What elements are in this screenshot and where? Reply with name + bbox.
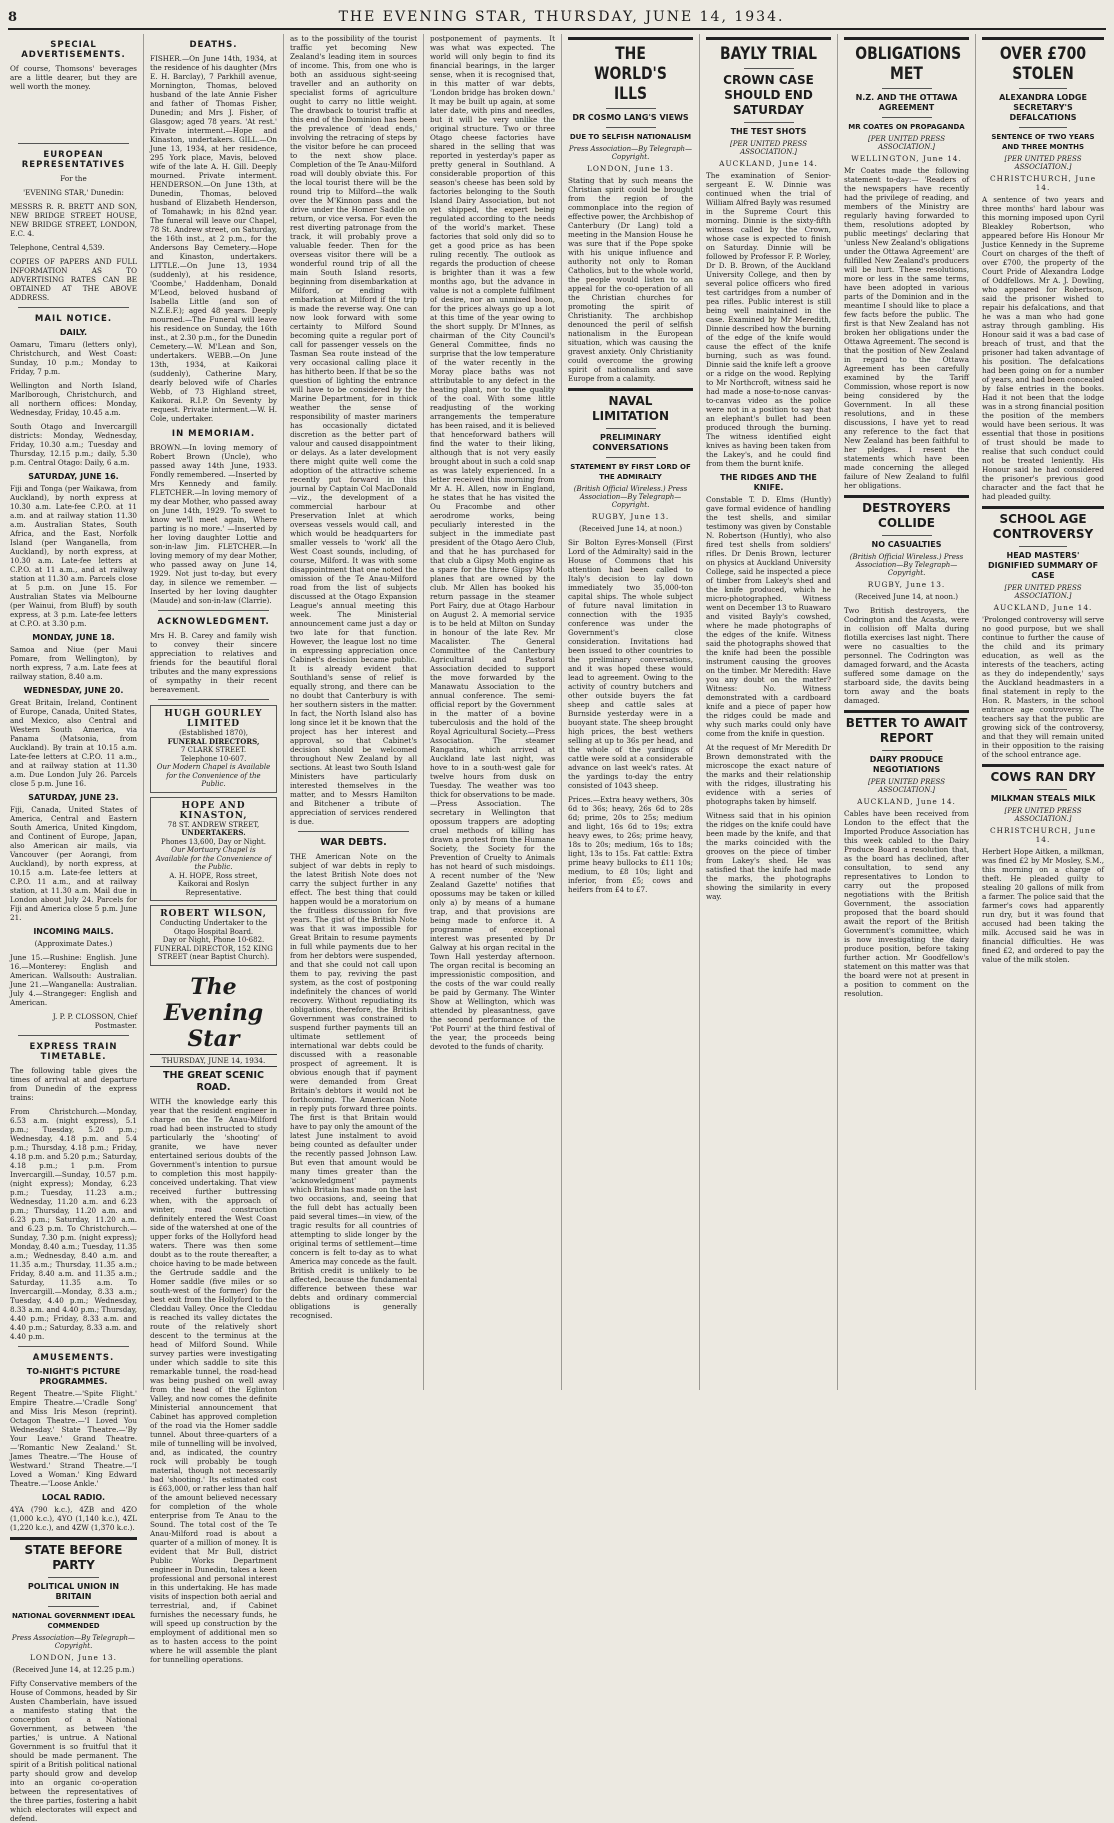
over-700-stolen-text: A sentence of two years and three months' hard labour was this morning imposed upon Cyril Bleakley Robertson, who appeared before His Honour Mr Justice Kennedy in the Supreme Court on charges of the theft of over £700, the property of the Court Pride of Alexandra Lodge of Oddfellows. Mr A. J. Dowling, who appeared for Robertson, said the prisoner wished to repair his defalcations, and that he was a man who had gone astray through gambling. His Honour said it was a bad case of breach of trust, and that the prisoner had taken advantage of his position. The defalcations had been going on for a number of years, and had been concealed by false entries in the books. Had it not been that the lodge was in a strong financial position the position of the members would have been serious. It was essential that those in positions of trust should be made to realise that such conduct could not be treated leniently. His Honour said he had considered the prisoner's previous good character and the fact that he had pleaded guilty. [982,195,1104,501]
european-reps-paper: 'EVENING STAR,' Dunedin: [23,188,124,197]
school-age-dateline: AUCKLAND, June 14. [993,603,1093,612]
await-report-dateline: AUCKLAND, June 14. [857,797,956,806]
await-report-text: Cables have been received from London to the effect that the Imported Produce Association has this week cabled to the Dairy Produce Board a resolution that, as the board has declined, after consultation, to send any representatives to London to carry out the proposed negotiations with the British Government, the association proposed that the board should await the report of the British Government's committee, which is now investigating the dairy produce position, before taking further action. Mr Goodfellow's statement on this matter was that the board were not at present in a position to comment on the resolution. [844,809,969,998]
naval-limitation-received: (Received June 14, at noon.) [578,524,683,533]
destroyers-collide-headline: DESTROYERS COLLIDE [862,501,951,530]
local-radio-text: 4YA (790 k.c.), 4ZB and 4ZO (1,000 k.c.), 4YO (1,140 k.c.), 4ZL (1,220 k.c.), and 4ZW (1,370 k.c.). [10,1505,137,1532]
amusements-heading: AMUSEMENTS. [32,1353,115,1363]
naval-limitation-deck: STATEMENT BY FIRST LORD OF THE ADMIRALTY [570,463,691,481]
school-age-text: 'Prolonged controversy will serve no good purpose, but we shall continue to further the cause of the child and its primary education, as well as the interests of the teachers, acting as they do independently,' says the Auckland headmasters in a final statement in reply to the Hon. R. Masters, in the school entrance age controversy. The teachers say that the public are growing sick of the controversy, and that they will remain united in their opposition to the raising of the school entrance age. [982,615,1105,759]
column-1 [4,34,144,1823]
funeral-ad-hope-kinaston: HOPE AND KINASTON, 78 ST. ANDREW STREET, UNDERTAKERS. Phones 13,600, Day or Night. Our Mortuary Chapel is Available for the Convenience of the Public. A. H. HOPE, Ross street, Kaikorai and Roslyn Representative. [150,797,277,902]
obligations-met-text: Mr Coates made the following statement to-day:— 'Readers of the newspapers have recently had the privilege of reading, and members of the Ministry are regularly having forwarded to them, resolutions adopted by public meetings' declaring that 'unless New Zealand's obligations under the Ottawa Agreement' are fulfilled New Zealand's producers will be hurt. These resolutions, more or less in the same terms, have been adopted in various parts of the Dominion and in the meantime I should like to place a few facts before the public. The first is that New Zealand has not broken her obligations under the Ottawa Agreement. The second is that the position of New Zealand in regard to the Ottawa Agreement has been carefully examined by the Tariff Commission, whose report is now being considered by the Government. In all these resolutions, and in these discussions, I have yet to read any reference to the fact that New Zealand has been faithful to her pledges. I resent the statements which have been made concerning the alleged failure of New Zealand to fulfil her obligations. [844,166,969,490]
await-report-byline: [PER UNITED PRESS ASSOCIATION.] [867,778,945,794]
acknowledgment-heading: ACKNOWLEDGMENT. [157,617,270,627]
mail-text-2: Wellington and North Island, Marlborough, Christchurch, and all northern offices: Monday, Wednesday, Friday, 10.45 a.m. [10,381,137,417]
column-4 [424,34,562,1390]
over-700-stolen-byline: [PER UNITED PRESS ASSOCIATION.] [1004,155,1082,171]
state-before-party-text: Fifty Conservative members of the House of Commons, headed by Sir Austen Chamberlain, have issued a manifesto stating that the conception of a National Government, as between 'the parties,' is untrue. A National Government is so fruitful that it should be made permanent. The spirit of a British political national party should grow and develop into an organic co-operation between the representatives of the three parties, fostering a habit which electorates will expect and defend. [10,1679,137,1823]
mail-text-1: Oamaru, Timaru (letters only), Christchurch, and West Coast: Sunday, 10 p.m.; Monday to Friday, 7 p.m. [10,340,137,376]
european-reps-for: For the [60,174,87,183]
state-before-party-headline: STATE BEFORE PARTY [24,1543,123,1572]
special-ads-heading: SPECIAL ADVERTISEMENTS. [21,40,126,60]
gourley-name: HUGH GOURLEY LIMITED [164,709,263,729]
naval-limitation-headline: NAVAL LIMITATION [591,394,670,423]
page-number: 8 [8,9,18,25]
bayly-trial-dateline: AUCKLAND, June 14. [719,159,818,168]
bayly-trial-byline: [PER UNITED PRESS ASSOCIATION.] [729,140,807,156]
bayly-trial-deck: THE TEST SHOTS [730,127,807,136]
worlds-ills-deck: DUE TO SELFISH NATIONALISM [569,133,692,141]
newspaper-flag-date: THURSDAY, JUNE 14, 1934. [150,1054,277,1067]
bayly-trial-text: The examination of Senior-sergeant E. W. Dinnie was continued when the trial of William Alfred Bayly was resumed in the Supreme Court this morning. Dinnie is the sixty-fifth witness called by the Crown, whose case is expected to finish on Saturday. Dinnie will be followed by Professor F. P. Worley, Dr D. B. Brown, of the Auckland University College, and then by several police officers who fired test cartridges from a number of pea rifles. Public interest is still being well maintained in the case. Examined by Mr Meredith, Dinnie described how the burning of the edge of the knife would cause the effect of the knife burning, such as was found. Dinnie said the knife left a groove or a ridge on the wood. Replying to Mr Northcroft, witness said he had made a nose-to-nose canvas-to-canvas video as the police were not in a position to say that an elephant's bullet had been produced through the burning. The witness identified eight knives as having been taken from the Lakey's, and he could find from them the burnt knife. [706,171,831,468]
masthead [8,6,1106,30]
ridges-knife-text: Constable T. D. Elms (Huntly) gave formal evidence of handling the test shells, and similar testimony was given by Constable N. Robertson (Huntly), who also fired test shells from soldiers' rifles. Dr Denis Brown, lecturer on physics at Auckland University College, said he inspected a piece of timber from Lakey's shed and the knife produced, which he micro-photographed. Witness went on December 13 to Ruawaro and visited Bayly's cowshed, where he made photographs of the edges of the knife. Witness said the photographs showed that the knife had been the possible instrument causing the grooves on the timber. Mr Meredith: Have you any doubt on the matter? Witness: No. Witness demonstrated with a cardboard knife and a piece of paper how the ridges could be made and why such marks could only have come from the knife in question. [706,495,831,738]
state-before-party-subhead: POLITICAL UNION IN BRITAIN [27,1582,120,1601]
worlds-ills-text: Stating that by such means the Christian spirit could be brought from the region of the commonplace into the region of effective power, the Archbishop of Canterbury (Dr Lang) told a meeting in the Mansion House he was sure that if the Pope spoke with his unique influence and authority not only to Roman Catholics, but to the whole world, the people would listen to an appeal for the co-operation of all the Christian churches for promoting the spirit of Christianity. The archbishop denounced the peril of selfish nationalism in the European situation, which was causing the gravest anxiety. Only Christianity could overcome the growing spirit of nationalism and save Europe from a calamity. [568,176,693,383]
funeral-ad-robert-wilson: ROBERT WILSON, Conducting Undertaker to the Otago Hospital Board. Day or Night, Phone 10-682. FUNERAL DIRECTOR, 152 KING STREET (near Baptist Church). [150,905,277,966]
european-reps-firm: MESSRS R. R. BRETT AND SON, NEW BRIDGE STREET HOUSE, NEW BRIDGE STREET, LONDON, E.C. 4. [10,202,137,238]
cows-ran-dry-byline: [PER UNITED PRESS ASSOCIATION.] [1004,807,1082,823]
over-700-stolen-headline: OVER £700 STOLEN [999,44,1087,84]
european-reps-copies: COPIES OF PAPERS AND FULL INFORMATION AS TO ADVERTISING RATES CAN BE OBTAINED AT THE ABOVE ADDRESS. [10,257,137,302]
mail-monday-heading: MONDAY, JUNE 18. [32,633,115,642]
over-700-stolen-deck: SENTENCE OF TWO YEARS AND THREE MONTHS [991,133,1095,151]
european-reps-phone: Telephone, Central 4,539. [10,243,105,252]
school-age-byline: [PER UNITED PRESS ASSOCIATION.] [1004,584,1082,600]
scenic-road-text: WITH the knowledge early this year that the resident engineer in charge on the Te Anau-Milford road had been instructed to study particularly the 'shooting' of granite, we have never entertained serious doubts of the Government's intention to pursue to completion this most happily-conceived undertaking. That view received further buttressing when, with the approach of winter, road construction definitely entered the West Coast side of the watershed at one of the upper forks of the Hollyford head waters. There was then some doubt as to the route thereafter, a choice having to be made between the Gertrude saddle and the Homer saddle (five miles or so south-west of the former) for the best exit from the Hollyford to the Cleddau Valley. Once the Cleddau is reached its valley dictates the route of the relatively short descent to the terminus at the head of Milford Sound. While survey parties were investigating under which saddle to site this remarkable tunnel, the road-head was being pushed on well away from the head of the Eglinton Valley, and now comes the definite Ministerial announcement that Cabinet has approved completion of the road via the Homer saddle tunnel. About three-quarters of a mile of tunnelling will be involved, and, as indicated, the country rock will probably be tough material, though not necessarily bad 'shooting.' Its estimated cost is £63,000, or rather less than half of the amount believed necessary for completion of the whole enterprise from Te Anau to the Sound. The total cost of the Te Anau-Milford road is about a quarter of a million of money. It is evident that Mr Bull, district Public Works Department engineer in Dunedin, takes a keen professional and personal interest in this undertaking. He has made visits of inspection both aerial and terrestrial, and, if Cabinet furnishes the necessary funds, he will speed up construction by the employment of additional men so as to hasten access to the point where he will assemble the plant for tunnelling operations. [150,1096,277,1664]
obligations-met-byline: [PER UNITED PRESS ASSOCIATION.] [867,135,945,151]
notes-column-text: postponement of payments. It was what was expected. The world will only begin to find its financial bearings, in the larger sense, when it is recognised that, in this matter of war debts, 'London bridge has broken down.' It may be built up again, at some later date, with pins and needles, but it will be very unlike the original structure. Two or three Otago cheese factories have shared in the selling that was reported in yesterday's paper as pretty general in Southland. A considerable proportion of this season's cheese has been sold by factories belonging to the South Island Dairy Association, but not yet shipped, the expert being regulated according to the needs of the world's market. These factories that sold only did so to get a good price as has been ruling recently. The outlook as regards the production of cheese is brighter than it was a few months ago, but the advance in value is not a complete fulfilment of desire, nor an unmixed boon, for the prices always go up a lot at this time of the year owing to the short supply. Dr M'Innes, as chairman of the City Council's General Committee, finds no surprise that the low temperature of the water recently in the Moray place baths was not attributable to any defect in the heating plant, nor to the quality of the coal. With some little readjusting of the working arrangements the temperature has been raised, and it is believed that henceforward bathers will find the water to their liking, although that is not very easily brought about in such a cold snap as was lately experienced. In a letter received this morning from Mr A. H. Allen, now in England, he states that he has visited the Ou Fracombe and other aerodrome works, being peculiarly interested in the subject in the immediate past president of the Otago Aero Club, and that he has purchased for that club a Gipsy Moth engine as a spare for the three Gipsy Moth planes that are owned by the club. Mr Allen has booked his return passage in the steamer Port Fairy, due at Otago Harbour on August 2. A memorial service is to be held at Milton on Sunday in honour of the late Rev. Mr Macalister. The General Committee of the Canterbury Agricultural and Pastoral Association decided to support the move forwarded by the Manawatu Association to the annual conference. The semi-official report by the Government in the matter of a bovine tuberculosis and the hold of the Royal Agricultural Society.—Press Association. The steamer Rangatira, which arrived at Auckland late last night, was hove to in a south-west gale for twelve hours from dusk on Tuesday. The weather was too thick for observations to be made.—Press Association. The secretary in Wellington that opossum trappers are adopting cruel methods of killing has drawn a protest from the Humane Society, the Society for the Prevention of Cruelty to Animals has not heard of such misdoings. A recent number of the 'New Zealand Gazette' notifies that opossums may be taken or killed only a) by means of a humane trap, and that provisions are being made to enforce it. A programme of exceptional interest was presented by Dr Galway at his organ recital in the Town Hall yesterday afternoon. The organ recital is becoming an impressionistic composition, and the costs of the war could really be paid by Germany. The Winter Show at Wellington, which was attended by pleasantness, gave the second performance of the 'Pot Pourri' at the third festival of the year, the proceeds being devoted to the funds of charity. [430,34,555,1051]
worlds-ills-subhead: DR COSMO LANG'S VIEWS [572,113,689,122]
worlds-ills-dateline: LONDON, June 13. [586,164,675,173]
deaths-heading: DEATHS. [189,40,238,50]
incoming-mails-sub: (Approximate Dates.) [34,939,113,948]
incoming-mails-heading: INCOMING MAILS. [33,927,114,936]
destroyers-collide-received: (Received June 14, at noon.) [854,592,959,601]
ridges-knife-more: At the request of Mr Meredith Dr Brown demonstrated with the microscope the exact nature of the marks and their relationship with the ridges, illustrating his evidence with a series of photographs taken by himself. [706,743,831,806]
mail-saturday-text: Fiji and Tonga (per Waikawa, from Auckland), by north express at 10.30 a.m. Late-fee C.P.O. at 11 a.m. and at railway station 11.30 a.m. Australian States, South Africa, and the East, Norfolk Island (per Wanganella, from Auckland), by north express, at 10.30 a.m. Late-fee letters at C.P.O. at 11 a.m., and at railway station at 11.30 a.m. Parcels close at 5 p.m. on June 15. For Australian States via Melbourne (per Wainui, from Bluff) by south express, at 3 p.m. Late-fee letters at C.P.O. at 3.30 p.m. [10,484,137,628]
special-ads-text: Of course, Thomsons' beverages are a little dearer, but they are well worth the money. [10,64,137,91]
destroyers-collide-dateline: RUGBY, June 13. [867,580,946,589]
worlds-ills-byline: Press Association—By Telegraph—Copyright. [568,145,693,161]
war-debts-headline: WAR DEBTS. [320,837,387,848]
deaths-text: FISHER.—On June 14th, 1934, at the residence of his daughter (Mrs E. H. Barclay), 7 Parkhill avenue, Mornington, Thomas, beloved husband of the late Annie Fisher and father of Thomas Fisher, Dunedin; and Mrs J. Fisher, of Glasgow; aged 78 years. 'At rest.' Private interment.—Hope and Kinaston, undertakers. GILL.—On June 13, 1934, at her residence, 295 York place, Mavis, beloved wife of the late A. H. Gill. Deeply mourned. Private interment. HENDERSON.—On June 13th, at Dunedin, Thomas, beloved husband of Elizabeth Henderson, of Tomahawk; in his 82nd year. The funeral will leave our Chapel, 78 St. Andrew street, on Saturday, the 16th inst., at 2 p.m., for the Andersons Bay Cemetery.—Hope and Kinaston, undertakers. LITTLE.—On June 13, 1934 (suddenly), at his residence, 'Coombe,' Haddenham, Donald M'Leod, beloved husband of Isabella Little (and son of N.Z.E.F.); aged 48 years. Deeply mourned.—The Funeral will leave his residence on Sunday, the 16th inst., at 2.30 p.m., for the Dunedin Cemetery.—W. M'Lean and Son, undertakers. WEBB.—On June 13th, 1934, at Kaikorai (suddenly), Catherine Mary, dearly beloved wife of Charles Webb, of 73 Highland street, Kaikorai. R.I.P. On Seventy by request. Private interment.—W. H. Cole, undertaker. [150,54,277,423]
scenic-road-headline: THE GREAT SCENIC ROAD. [163,1069,264,1093]
cows-ran-dry-text: Herbert Hope Aitken, a milkman, was fined £2 by Mr Mosley, S.M., this morning on a charge of theft. He pleaded guilty to stealing 20 gallons of milk from a farmer. The police said that the farmer's cows had apparently run dry, but it was found that accused had been taking the milk. Accused said he was in financial difficulties. He was fined £2, and ordered to pay the value of the milk stolen. [982,847,1104,964]
over-700-stolen-dateline: CHRISTCHURCH, June 14. [989,174,1097,192]
obligations-met-headline: OBLIGATIONS MET [855,44,962,84]
state-before-party-deck: NATIONAL GOVERNMENT IDEAL COMMENDED [11,1612,136,1630]
over-700-stolen-subhead: ALEXANDRA LODGE SECRETARY'S DEFALCATIONS [999,93,1087,122]
incoming-mails-sign: J. P. P. CLOSSON, Chief Postmaster. [52,1012,137,1030]
cows-ran-dry-dateline: CHRISTCHURCH, June 14. [989,826,1097,844]
column-2 [144,34,284,1664]
mail-saturday2-text: Fiji, Canada, United States of America, Central and Eastern South America, United Kingdom, and Continent of Europe, Japan, also American air mails, via Vancouver (per Aorangi, from Auckland), by north express, at 10.15 a.m. Late-fee letters at C.P.O. 11 a.m., and at railway station, at 11.30 a.m. Mail due in London about July 24. Parcels for Fiji and America close 5 p.m. June 21. [10,805,137,922]
european-reps-heading: EUROPEAN REPRESENTATIVES [21,150,126,170]
mail-saturday-heading: SATURDAY, JUNE 16. [28,472,119,481]
school-age-subhead: HEAD MASTERS' DIGNIFIED SUMMARY OF CASE [987,551,1099,580]
mail-daily: DAILY. [59,328,88,337]
obligations-met-deck: MR COATES ON PROPAGANDA [848,123,965,131]
destroyers-collide-byline: (British Official Wireless.) Press Association—By Telegraph—Copyright. [849,553,964,577]
local-radio-heading: LOCAL RADIO. [41,1493,106,1502]
worlds-ills-headline: THE WORLD'S ILLS [594,44,667,104]
await-report-subhead: DAIRY PRODUCE NEGOTIATIONS [869,755,944,774]
bayly-trial-headline: BAYLY TRIAL [720,44,817,64]
train-timetable-heading: EXPRESS TRAIN TIMETABLE. [29,1042,118,1062]
in-memoriam-text: BROWN.—In loving memory of Robert Brown (Uncle), who passed away 14th June, 1933. Fondly remembered. —Inserted by Mrs Kennedy and family. FLETCHER.—In loving memory of my dear Mother, who passed away on June 14th, 1929. 'To sweet to know we'll meet again, Where parting is no more.' —Inserted by her loving daughter Lottie and son-in-law Jim. FLETCHER.—In loving memory of my dear Mother, who passed away on June 14, 1929. Not just to-day, but every day, in silence we remember. —Inserted by her loving daughter (Maude) and son-in-law (Clarrie). [150,443,277,605]
school-age-headline: SCHOOL AGE CONTROVERSY [992,512,1094,541]
in-memoriam-heading: IN MEMORIAM. [171,429,256,439]
destroyers-collide-subhead: NO CASUALTIES [871,540,942,549]
robert-wilson-name: ROBERT WILSON, [160,909,267,919]
amusements-sub: TO-NIGHT'S PICTURE PROGRAMMES. [26,1367,121,1386]
masthead-title: THE EVENING STAR, THURSDAY, JUNE 14, 1934. [338,9,785,25]
mail-saturday2-heading: SATURDAY, JUNE 23. [28,793,119,802]
acknowledgment-text: Mrs H. B. Carey and family wish to convey their sincere appreciation to relatives and friends for the beautiful floral tributes and the many expressions of sympathy in their recent bereavement. [150,631,277,694]
column-5 [562,34,700,1390]
column-6 [700,34,838,1390]
naval-limitation-text: Sir Bolton Eyres-Monsell (First Lord of the Admiralty) said in the House of Commons that his attention had been called to Italy's decision to lay down immediately two 35,000-ton capital ships. The whole subject of future naval limitation in connection with the 1935 conference was under the Government's close consideration. Invitations had been issued to other countries to the preliminary conversations, and it was hoped these would lead to agreement. Owing to the activity of country butchers and other outside buyers the fat sheep and cattle sales at Burnside yesterday were in a buoyant state. The sheep brought high prices, the best wethers selling at up to 36s per head, and the whole of the yardings of cattle were sold at a considerable advance on last week's rates. At the yardings to-day the entry consisted of 1043 sheep. [568,538,693,790]
stock-prices-text: Prices.—Extra heavy wethers, 30s 6d to 36s; heavy, 26s 6d to 28s 6d; prime, 20s to 25s; medium and light, 16s 6d to 19s; extra heavy ewes, to 26s; prime heavy, 18s to 20s; medium, 16s to 18s; light, 13s to 15s. Fat cattle: Extra prime heavy bullocks to £11 10s; medium, to £8 10s; light and inferior, from £5; cows and heifers from £4 to £7. [568,795,693,894]
war-debts-text: THE American Note on the subject of war debts in reply to the latest British Note does not carry the subject further in any effect. The best thing that could happen would be a moratorium on the fruitless discussion for five years. The gist of the British Note was that it was impossible for Great Britain to resume payments in full while payments due to her from her debtors were suspended, and that she could not call upon them to pay, reviving the past system, as the cost of postponing indefinitely the chances of world recovery. Without repudiating its obligations, therefore, the British Government was constrained to suspend further payments till an ultimate settlement of international war debts could be discussed with a reasonable prospect of agreement. It is obvious enough that if payment were demanded from Great Britain's debtors it would not be forthcoming. The American Note in reply puts forward three points. The first is that Britain would have to pay only the amount of the latest June instalment to avoid being counted as defaulter under the recently passed Johnson Law. But even that amount would be many times greater than the 'acknowledgment' payments which Britain has made on the last two occasions, and, seeing that the full debt has actually been paid several times—in view, of the tragic results for all countries of attempting to slide longer by the original terms of settlement—time concern is felt to-day as to what America may concede as the fault. British credit is unlikely to be affected, because the fundamental difference between these war debts and ordinary commercial obligations is generally recognised. [290,852,418,1320]
mail-wednesday-text: Great Britain, Ireland, Continent of Europe, Canada, United States, and Mexico, also Central and Western South America, via Panama (Matsonia, from Auckland). By train at 10.15 a.m. Late-fee letters at C.P.O. 11 a.m., and at railway station at 11.30 a.m. Due London July 26. Parcels close 5 p.m. June 16. [10,698,137,788]
destroyers-collide-text: Two British destroyers, the Codrington and the Acasta, were in collision off Malta during flotilla exercises last night. There were no casualties to the personnel. The Codrington was damaged forward, and the Acasta suffered some damage on the starboard side, the davits being torn away and the boats damaged. [844,606,969,705]
state-before-party-byline: Press Association—By Telegraph—Copyright. [11,1634,136,1650]
train-timetable-intro: The following table gives the times of arrival at and departure from Dunedin of the express trains: [10,1066,137,1102]
naval-limitation-subhead: PRELIMINARY CONVERSATIONS [592,433,669,452]
naval-limitation-dateline: RUGBY, June 13. [591,512,670,521]
cows-ran-dry-subhead: MILKMAN STEALS MILK [990,794,1096,803]
scenic-road-continued: as to the possibility of the tourist traffic yet becoming New Zealand's leading item in sources of income. This, from one who is both an assiduous sight-seeing traveller and an authority on specialist forms of agriculture ought to carry no little weight. The drawback to tourist traffic at this end of the Dominion has been the prevalence of 'dead ends,' involving the retracing of steps by the visitor before he can proceed to the next show place. Completion of the Te Anau-Milford road will doubly obviate this. For the local tourist there will be the round trip to Milford—the walk over the M'Kinnon pass and the drive under the Homer Saddle on return, or vice versa. For even the rest diverting patronage from the track, it will probably prove a valuable feeder. Then for the overseas visitor there will be a wonderful round trip of all the main South Island resorts, beginning from disembarkation at Milford, or ending with embarkation at Milford if the trip is made the reverse way. One can now look forward with some certainty to Milford Sound becoming quite a regular port of call for passenger vessels on the Tasman Sea route instead of the very occasional calling place it has hitherto been. If that be so the question of lighting the entrance will have to be considered by the Marine Department, for in thick weather the sense of responsibility of master mariners has occasionally dictated discretion as the better part of valour and caused disappointment or delays. As a later development there might quite well come the adoption of the attractive scheme recently put forward in this journal by Captain Col MacDonald—viz., the development of a commercial harbour at Preservation Inlet at which overseas vessels would call, and which would be headquarters for smaller vessels to 'work' all the West Coast sounds, including, of course, Milford. It was with some disappointment that one noted the omission of the Te Anau-Milford road from the list of subjects discussed at the Otago Expansion League's annual meeting this week. The Ministerial announcement came just a day or two late for that function. However, the league lost no time in expressing appreciation once Cabinet's decision became public. It is already evident that Southland's sense of relief is equally strong, and there can be no doubt that Canterbury is with her southern sisters in the matter. In fact, the North Island also has long since let it be known that the project has her interest and approval, so that Cabinet's decision should be welcomed throughout New Zealand by all sections. At least two South Island Ministers have particularly interested themselves in the matter, and to Messrs Hamilton and Bitchener a tribute of appreciation of services rendered is due. [290,34,417,826]
train-timetable-text: From Christchurch.—Monday, 6.53 a.m. (night express), 5.1 p.m.; Tuesday, 5.20 p.m.; Wednesday, 4.18 p.m. and 5.4 p.m.; Thursday, 4.18 p.m.; Friday, 4.18 p.m. and 5.20 p.m.; Saturday, 4.18 p.m.; 1 p.m. From Invercargill.—Sunday, 10.57 p.m. (night express); Monday, 6.23 p.m.; Tuesday, 11.23 a.m.; Wednesday, 11.20 a.m. and 6.23 p.m.; Thursday, 11.20 a.m. and 6.23 p.m.; Saturday, 11.20 a.m. and 6.23 p.m. To Christchurch.—Sunday, 7.30 p.m. (night express); Monday, 8.40 a.m.; Tuesday, 11.35 a.m.; Wednesday, 8.40 a.m. and 11.35 a.m.; Thursday, 11.35 a.m.; Friday, 8.40 a.m. and 11.35 a.m.; Saturday, 11.35 a.m. To Invercargill.—Monday, 8.33 a.m.; Tuesday, 4.40 p.m.; Wednesday, 8.33 a.m. and 4.40 p.m.; Thursday, 4.40 p.m.; Friday, 8.33 a.m. and 4.40 p.m.; Saturday, 8.33 a.m. and 4.40 p.m. [10,1107,137,1341]
mail-monday-text: Samoa and Niue (per Maui Pomare, from Wellington), by north express, 7 a.m. Late fees at railway station, 8.40 a.m. [10,645,137,681]
bayly-trial-subhead: CROWN CASE SHOULD END SATURDAY [723,73,814,117]
column-3 [284,34,424,1390]
amusements-text: Regent Theatre.—'Spite Flight.' Empire Theatre.—'Cradle Song' and Miss Iris Meson (reprint). Octagon Theatre.—'I Loved You Wednesday.' State Theatre.—'By Your Leave.' Grand Theatre.—'Romantic New Zealand.' St. James Theatre.—'The House of Westward.' Strand Theatre.—'I Loved a Woman.' King Edward Theatre.—'Loose Ankle.' [10,1389,137,1488]
funeral-ad-gourley: HUGH GOURLEY LIMITED (Established 1870), FUNERAL DIRECTORS, 7 CLARK STREET. Telephone 10-607. Our Modern Chapel is Available for the Convenience of the Public. [150,705,277,793]
obligations-met-dateline: WELLINGTON, June 14. [851,154,962,163]
hope-kinaston-name: HOPE AND KINASTON, [179,800,248,821]
mail-notice-heading: MAIL NOTICE. [34,314,113,324]
naval-limitation-byline: (British Official Wireless.) Press Association—By Telegraph—Copyright. [573,485,688,509]
cows-ran-dry-headline: COWS RAN DRY [990,770,1096,784]
mail-wednesday-heading: WEDNESDAY, JUNE 20. [23,686,124,695]
mail-text-3: South Otago and Invercargill districts: Monday, Wednesday, Friday, 10.30 a.m.; Tuesday and Thursday, 12.15 p.m.; daily, 5.30 p.m. Central Otago: Daily, 6 a.m. [10,422,137,467]
column-8 [976,34,1110,1390]
ridges-knife-headline: THE RIDGES AND THE KNIFE. [720,473,817,492]
await-report-headline: BETTER TO AWAIT REPORT [845,716,968,745]
incoming-mails-text: June 15.—Rushine: English. June 16.—Monterey: English and American. Wallsouth: Australian. June 21.—Wanganella: Australian. July 4.—Strangeger: English and American. [10,953,137,1007]
state-before-party-dateline: LONDON, June 13. [29,1653,118,1662]
state-before-party-received: (Received June 14, at 12.25 p.m.) [12,1665,135,1674]
column-7 [838,34,976,1390]
obligations-met-subhead: N.Z. AND THE OTTAWA AGREEMENT [855,93,958,112]
ridges-knife-conclusion: Witness said that in his opinion the ridges on the knife could have been made by the knife, and that the marks coincided with the grooves on the piece of timber from Lakey's shed. He was satisfied that the knife had made the marks, the photographs showing the similarity in every way. [706,811,831,901]
newspaper-flag: The Evening Star [163,973,264,1052]
